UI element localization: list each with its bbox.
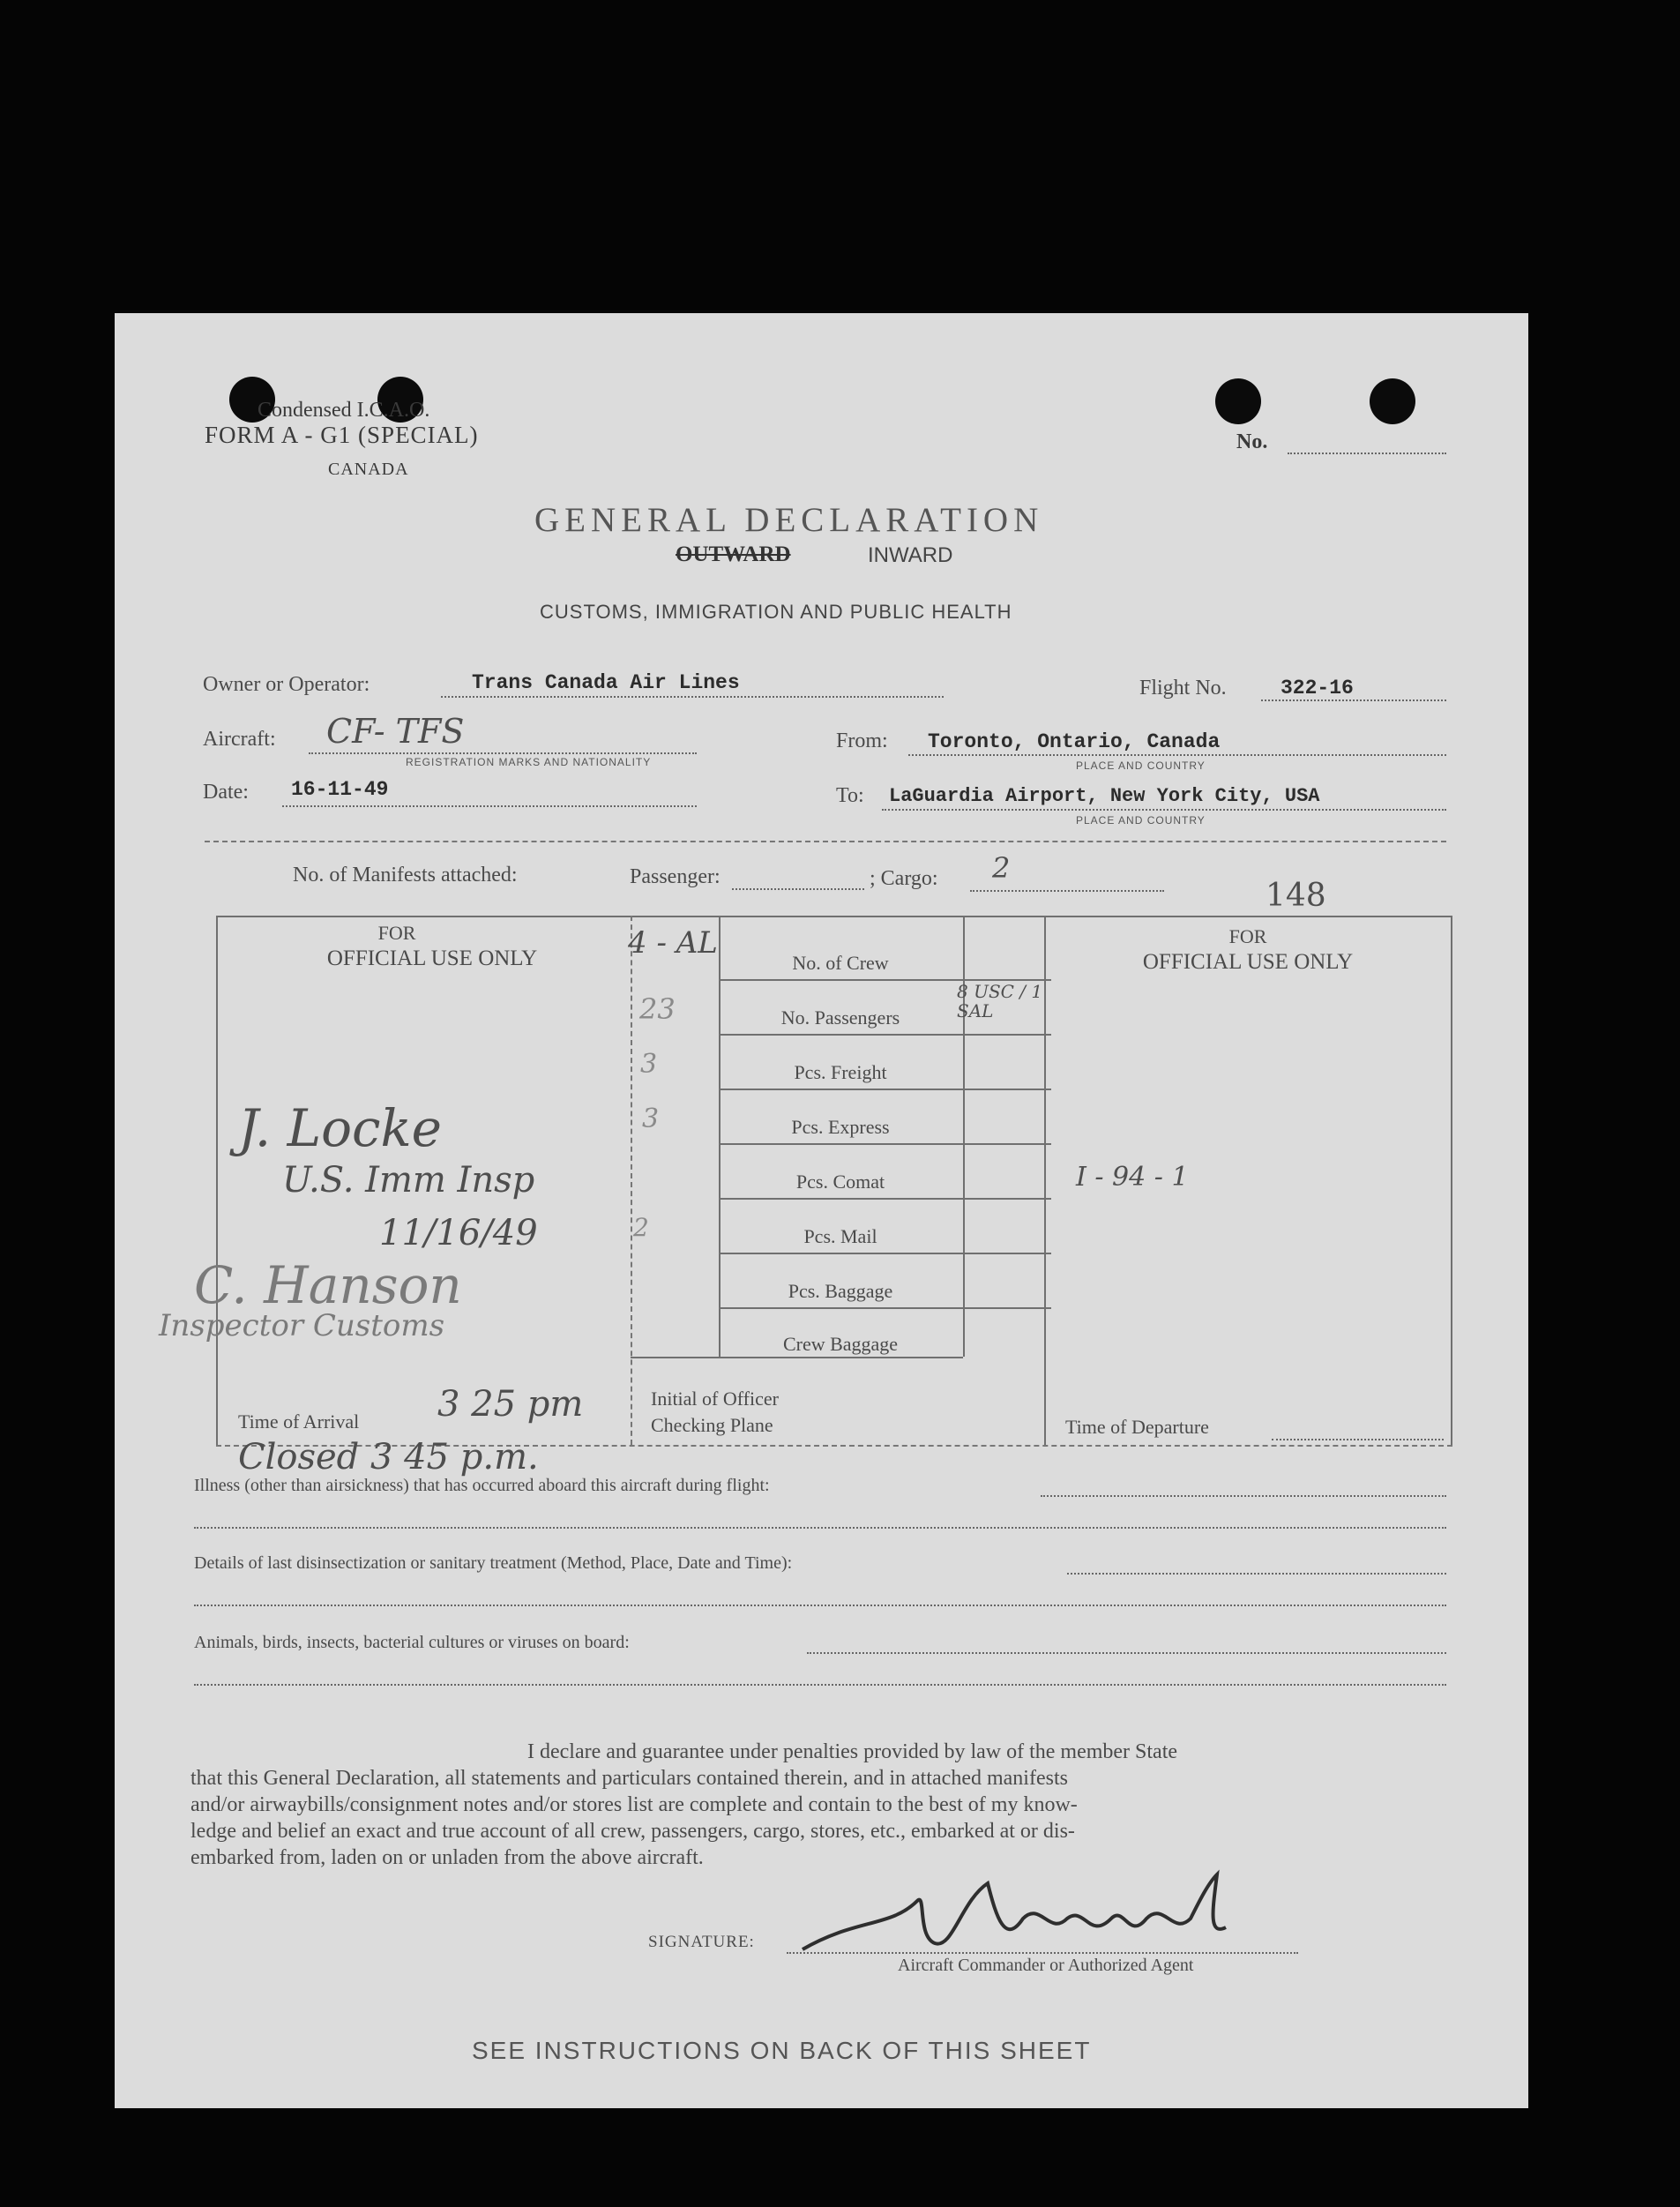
flight-label: Flight No. <box>1139 677 1227 700</box>
signature-caption: Aircraft Commander or Authorized Agent <box>898 1956 1194 1975</box>
illness-line <box>1041 1495 1446 1497</box>
right-official-use: OFFICIAL USE ONLY <box>1142 950 1354 974</box>
row-value-mail: 2 <box>633 1213 649 1242</box>
animals-question: Animals, birds, insects, bacterial cultures or viruses on board: <box>194 1633 630 1652</box>
row-line <box>719 1307 1051 1309</box>
form-title: GENERAL DECLARATION <box>534 501 1044 539</box>
manifests-label: No. of Manifests attached: <box>293 864 518 887</box>
row-label-express: Pcs. Express <box>791 1116 890 1138</box>
owner-value: Trans Canada Air Lines <box>472 671 740 694</box>
from-line <box>908 754 1446 756</box>
customs-title: Inspector Customs <box>159 1308 445 1343</box>
row-value-passengers: 23 <box>639 992 676 1026</box>
row-label-mail: Pcs. Mail <box>803 1225 877 1247</box>
row-line <box>719 1034 1051 1036</box>
row-value-crew: 4 - AL <box>628 925 718 961</box>
official-note: I - 94 - 1 <box>1076 1162 1189 1193</box>
flight-value: 322-16 <box>1281 677 1354 700</box>
time-arrival-label: Time of Arrival <box>238 1410 360 1433</box>
inspector-signature: J. Locke <box>238 1098 443 1158</box>
row-line <box>719 1143 1051 1145</box>
footer-instructions: SEE INSTRUCTIONS ON BACK OF THIS SHEET <box>472 2037 1092 2064</box>
passenger-line <box>732 888 864 890</box>
passengers-nationality-note: 8 USC / 1 SAL <box>957 981 1043 1021</box>
declaration-line-1: I declare and guarantee under penalties provided by law of the member State <box>527 1740 1178 1763</box>
no-field-line <box>1288 453 1446 454</box>
declaration-line-4: ledge and belief an exact and true account of all crew, passengers, cargo, stores, etc., embarked at or dis- <box>190 1820 1075 1843</box>
form-line-1: Condensed I.C.A.O. <box>258 399 430 422</box>
owner-label: Owner or Operator: <box>203 673 370 696</box>
form-subtitle: CUSTOMS, IMMIGRATION AND PUBLIC HEALTH <box>540 601 1012 623</box>
cargo-label: ; Cargo: <box>870 867 938 890</box>
initial-officer-label: Initial of Officer <box>651 1388 779 1410</box>
from-label: From: <box>836 729 888 752</box>
row-label-crew: No. of Crew <box>792 952 889 974</box>
left-official-use: OFFICIAL USE ONLY <box>326 946 538 970</box>
header-divider <box>205 841 1446 842</box>
declaration-line-5: embarked from, laden on or unladen from the above aircraft. <box>190 1846 704 1869</box>
form-country: CANADA <box>328 460 409 479</box>
declaration-line-2: that this General Declaration, all statements and particulars contained therein, and in attached manifests <box>190 1767 1068 1790</box>
row-line <box>719 1198 1051 1200</box>
illness-line-2 <box>194 1527 1446 1529</box>
checking-plane-label: Checking Plane <box>651 1414 773 1436</box>
right-official-for: FOR <box>1228 925 1267 947</box>
table-right-border <box>1451 916 1452 1445</box>
aircraft-line <box>309 752 697 754</box>
row-label-comat: Pcs. Comat <box>795 1171 885 1193</box>
date-label: Date: <box>203 781 249 804</box>
illness-question: Illness (other than airsickness) that has occurred aboard this aircraft during flight: <box>194 1476 770 1495</box>
rows-bottom-border <box>631 1357 963 1358</box>
from-caption: PLACE AND COUNTRY <box>1076 759 1206 772</box>
form-number: FORM A - G1 (SPECIAL) <box>205 422 479 448</box>
no-label: No. <box>1236 430 1268 453</box>
left-official-for: FOR <box>377 922 416 944</box>
row-label-crew-baggage: Crew Baggage <box>782 1333 899 1355</box>
signature-label: SIGNATURE: <box>648 1933 755 1951</box>
date-line <box>282 805 697 807</box>
to-caption: PLACE AND COUNTRY <box>1076 814 1206 827</box>
cargo-line <box>970 890 1164 892</box>
punch-hole <box>1370 378 1415 424</box>
row-value-freight: 3 <box>640 1049 658 1080</box>
closed-note: Closed 3 45 p.m. <box>238 1437 539 1478</box>
row-label-freight: Pcs. Freight <box>794 1061 887 1083</box>
punch-hole <box>1215 378 1261 424</box>
form-sheet <box>115 313 1528 2108</box>
aircraft-caption: REGISTRATION MARKS AND NATIONALITY <box>406 756 652 768</box>
disinsection-line-2 <box>194 1605 1446 1606</box>
col-divider-1 <box>631 916 632 1445</box>
disinsection-line <box>1067 1573 1446 1575</box>
inward-label: INWARD <box>868 543 953 567</box>
departure-line <box>1272 1439 1444 1440</box>
cargo-value: 2 <box>992 851 1011 885</box>
table-left-border <box>216 916 218 1445</box>
aircraft-value: CF- TFS <box>326 712 465 751</box>
row-line <box>719 1089 1051 1090</box>
owner-line <box>441 696 944 698</box>
date-value: 16-11-49 <box>291 778 389 801</box>
passenger-label: Passenger: <box>630 865 721 888</box>
time-departure-label: Time of Departure <box>1065 1416 1209 1438</box>
from-value: Toronto, Ontario, Canada <box>928 730 1221 753</box>
flight-line <box>1261 700 1446 701</box>
to-line <box>882 809 1446 811</box>
commander-signature <box>785 1866 1279 1963</box>
row-value-express: 3 <box>642 1104 660 1134</box>
aircraft-label: Aircraft: <box>203 728 276 751</box>
row-label-baggage: Pcs. Baggage <box>788 1280 893 1302</box>
to-label: To: <box>836 784 864 807</box>
customs-signature: C. Hanson <box>194 1255 462 1315</box>
animals-line-2 <box>194 1684 1446 1686</box>
declaration-line-3: and/or airwaybills/consignment notes and/or stores list are complete and contain to the best of my know- <box>190 1793 1078 1816</box>
row-line <box>719 1253 1051 1254</box>
to-value: LaGuardia Airport, New York City, USA <box>889 785 1320 807</box>
table-top-border <box>216 916 1452 917</box>
inspection-date: 11/16/49 <box>379 1213 538 1253</box>
struck-outward: OUTWARD <box>676 542 791 566</box>
animals-line <box>807 1652 1446 1654</box>
disinsection-question: Details of last disinsectization or sanitary treatment (Method, Place, Date and Time): <box>194 1553 793 1573</box>
col-divider-2 <box>719 916 721 1357</box>
inspector-title: U.S. Imm Insp <box>282 1160 535 1201</box>
time-arrival-value: 3 25 pm <box>437 1384 584 1425</box>
manifest-number: 148 <box>1266 878 1326 914</box>
row-label-passengers: No. Passengers <box>780 1006 900 1029</box>
